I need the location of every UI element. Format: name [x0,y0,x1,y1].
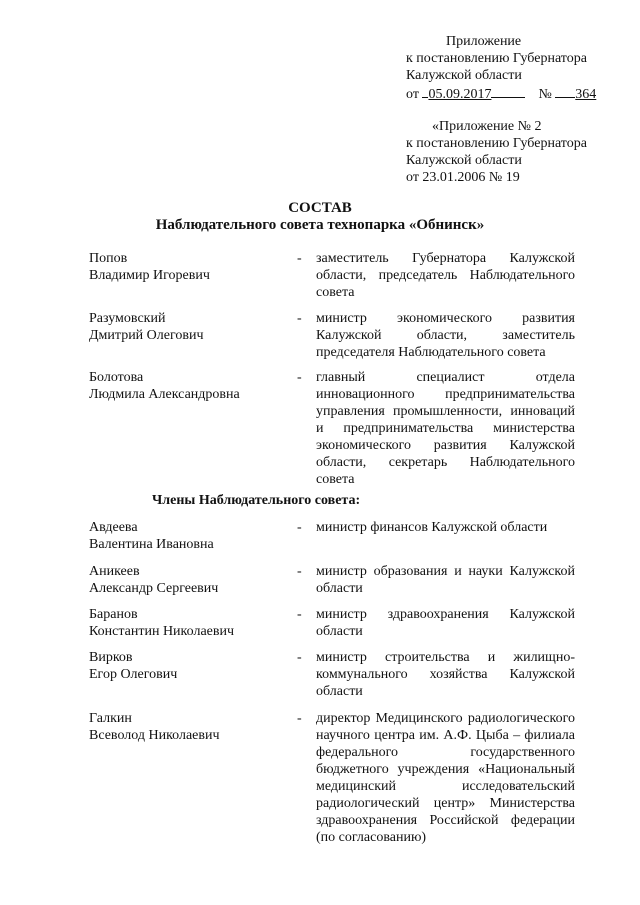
position-text: заместитель Губернатора Калужской области, председатель Наблюдательного совета [316,251,575,300]
dash: - [297,311,302,326]
given-names: Александр Сергеевич [89,581,219,596]
dash: - [297,370,302,385]
original-attachment-line-1: «Приложение № 2 [432,119,542,134]
given-names: Дмитрий Олегович [89,328,204,343]
number-underline-left [555,84,575,98]
attachment-header [406,33,596,103]
given-names: Константин Николаевич [89,624,235,639]
number-label: № [538,87,552,102]
attachment-line-3: Калужской области [406,68,522,83]
attachment-date: 05.09.2017 [428,87,492,102]
dash: - [297,251,302,266]
dash: - [297,650,302,665]
dash: - [297,607,302,622]
attachment-date-line [406,84,596,103]
person-name [89,710,289,744]
attachment-line-1: Приложение [446,34,522,49]
surname: Вирков [89,650,133,665]
members-section-title: Члены Наблюдательного совета: [152,493,361,508]
given-names: Валентина Ивановна [89,537,214,552]
surname: Аникеев [89,564,140,579]
position-text: директор Медицинского радиологического научного центра им. А.Ф. Цыба – филиала федерального государственного бюджетного учреждения «Национальный медицинский исследовательский радиологический центр» Министерства здравоохранения Российской федерации (по согласованию) [316,711,575,845]
dash: - [297,520,302,535]
attachment-number: 364 [575,87,597,102]
given-names: Егор Олегович [89,667,178,682]
date-underline-right [491,84,525,98]
person-name [89,519,289,553]
dash: - [297,564,302,579]
person-name [89,310,289,344]
original-attachment [406,118,587,186]
position-text: министр финансов Калужской области [316,520,548,535]
document-title [0,200,640,234]
dash: - [297,711,302,726]
surname: Авдеева [89,520,138,535]
original-attachment-line-3: Калужской области [406,153,522,168]
surname: Болотова [89,370,144,385]
position-text: министр строительства и жилищно- коммунального хозяйства Калужской области [316,650,575,699]
person-name [89,369,289,403]
given-names: Владимир Игоревич [89,268,210,283]
given-names: Людмила Александровна [89,387,240,402]
title-line-2: Наблюдательного совета технопарка «Обнинск» [155,217,485,233]
original-attachment-line-4: от 23.01.2006 № 19 [406,170,520,185]
given-names: Всеволод Николаевич [89,728,220,743]
surname: Баранов [89,607,138,622]
surname: Разумовский [89,311,166,326]
position-text: министр образования и науки Калужской области [316,564,575,596]
position-text: главный специалист отдела инновационного предпринимательства управления промышленности, инноваций и предпринимательства министерства экономического развития Калужской области, секретарь Наблюдательного совета [316,370,575,487]
attachment-line-2: к постановлению Губернатора [406,51,587,66]
original-attachment-line-2: к постановлению Губернатора [406,136,587,151]
person-name [89,606,289,640]
surname: Попов [89,251,128,266]
from-label: от [406,87,419,102]
person-name [89,649,289,683]
person-name [89,563,289,597]
title-line-1: СОСТАВ [288,200,352,216]
position-text: министр экономического развития Калужской области, заместитель председателя Наблюдательного совета [316,311,575,360]
surname: Галкин [89,711,132,726]
person-name [89,250,289,284]
position-text: министр здравоохранения Калужской области [316,607,575,639]
